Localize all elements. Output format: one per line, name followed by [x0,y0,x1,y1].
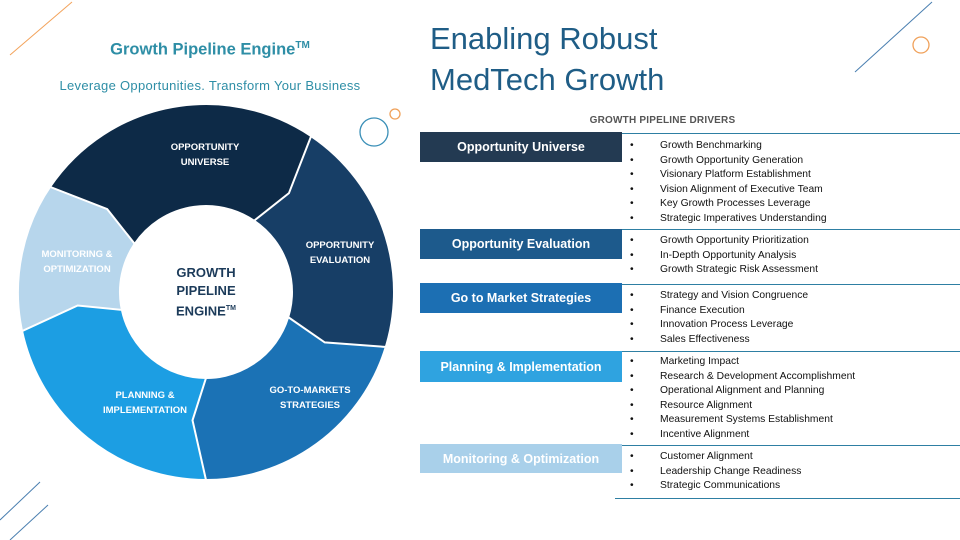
segment-label-planning-implementation: PLANNING & IMPLEMENTATION [102,390,188,416]
segment-label-opportunity-universe: OPPORTUNITY UNIVERSE [170,142,240,168]
list-item: • Measurement Systems Establishment [628,413,855,428]
list-item: • Resource Alignment [628,399,855,414]
stage-label-box [420,132,622,162]
list-item: • Strategic Communications [628,479,801,494]
list-item: • Leadership Change Readiness [628,465,801,480]
list-item: • Sales Effectiveness [628,333,808,348]
driver-list [628,355,855,442]
stage-label: Monitoring & Optimization [442,451,600,466]
divider-rule [615,284,960,285]
stage-label-box [420,283,622,313]
decor-circle-orange-right [913,37,929,53]
divider-rule [615,133,960,134]
left-subtitle: Leverage Opportunities. Transform Your Business [59,78,361,93]
stage-label: Opportunity Evaluation [451,237,591,251]
list-item: • Finance Execution [628,304,808,319]
segment-label-opportunity-evaluation: OPPORTUNITY EVALUATION [305,240,375,266]
list-item: • Vision Alignment of Executive Team [628,183,827,198]
list-item: • Innovation Process Leverage [628,318,808,333]
divider-rule [615,229,960,230]
list-item: • Key Growth Processes Leverage [628,197,827,212]
wheel-center-label: GROWTH PIPELINE ENGINE™ [176,265,236,319]
list-item: • Strategic Imperatives Understanding [628,212,827,227]
stage-label: Opportunity Universe [457,140,585,154]
list-item: • In-Depth Opportunity Analysis [628,249,818,264]
stage-label: Planning & Implementation [440,359,602,374]
list-item: • Marketing Impact [628,355,855,370]
divider-rule [615,351,960,352]
list-item: • Incentive Alignment [628,428,855,443]
list-item: • Growth Opportunity Generation [628,154,827,169]
divider-rule [615,445,960,446]
left-title: Growth Pipeline Engine™ [110,40,310,59]
driver-list [628,139,827,226]
segment-label-go-to-markets: GO-TO-MARKETS STRATEGIES [269,385,351,411]
list-item: • Growth Benchmarking [628,139,827,154]
list-item: • Growth Opportunity Prioritization [628,234,818,249]
list-item: • Operational Alignment and Planning [628,384,855,399]
stage-label: Go to Market Strategies [450,291,592,305]
list-item: • Research & Development Accomplishment [628,370,855,385]
driver-list [628,289,808,347]
list-item: • Customer Alignment [628,450,801,465]
segment-label-monitoring-optimization: MONITORING & OPTIMIZATION [41,249,113,275]
divider-rule [615,498,960,499]
driver-list [628,450,801,494]
list-item: • Growth Strategic Risk Assessment [628,263,818,278]
driver-list [628,234,818,278]
stage-label-box [420,351,622,382]
stage-label-box [420,229,622,259]
drivers-heading: GROWTH PIPELINE DRIVERS [589,115,736,126]
page-title: Enabling Robust MedTech Growth [430,21,665,97]
list-item: • Visionary Platform Establishment [628,168,827,183]
list-item: • Strategy and Vision Congruence [628,289,808,304]
stage-label-box [420,444,622,473]
